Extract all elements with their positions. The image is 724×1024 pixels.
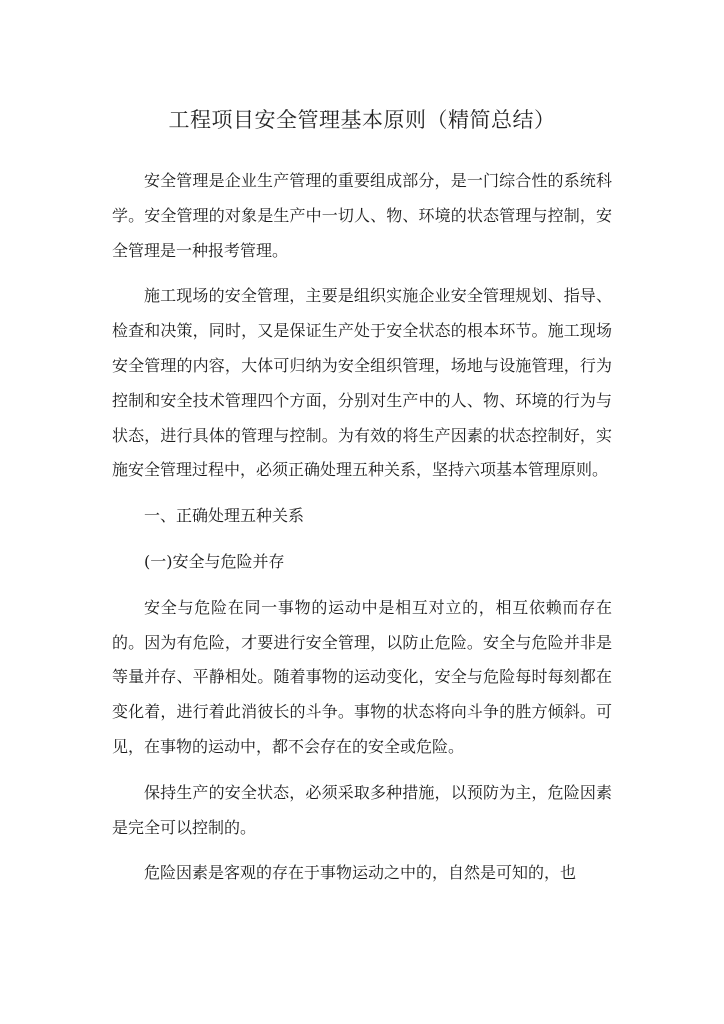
document-title: 工程项目安全管理基本原则（精简总结） — [168, 108, 556, 132]
paragraph-site-management: 施工现场的安全管理，主要是组织实施企业安全管理规划、指导、检查和决策，同时，又是保证生产处于安全状态的根本环节。施工现场安全管理的内容，大体可归纳为安全组织管理，场地与设施管理，行为控制和安全技术管理四个方面，分别对生产中的人、物、环境的行为与状态，进行具体的管理与控制。为有效的将生产因素的状态控制好，实施安全管理过程中，必须正确处理五种关系，坚持六项基本管理原则。 — [112, 286, 612, 480]
paragraph-intro: 安全管理是企业生产管理的重要组成部分，是一门综合性的系统科学。安全管理的对象是生产中一切人、物、环境的状态管理与控制，安全管理是一种报考管理。 — [112, 171, 612, 260]
section-heading: 一、正确处理五种关系 — [144, 506, 305, 526]
subsection-heading: (一)安全与危险并存 — [144, 551, 285, 571]
paragraph-safety-danger: 安全与危险在同一事物的运动中是相互对立的，相互依赖而存在的。因为有危险，才要进行安全管理，以防止危险。安全与危险并非是等量并存、平静相处。随着事物的运动变化，安全与危险每时每刻都在变化着，进行着此消彼长的斗争。事物的状态将向斗争的胜方倾斜。可见，在事物的运动中，都不会存在的安全或危险。 — [112, 597, 612, 756]
paragraph-danger-factors: 危险因素是客观的存在于事物运动之中的，自然是可知的，也 — [144, 863, 577, 883]
paragraph-prevention: 保持生产的安全状态，必须采取多种措施，以预防为主，危险因素是完全可以控制的。 — [112, 782, 612, 837]
